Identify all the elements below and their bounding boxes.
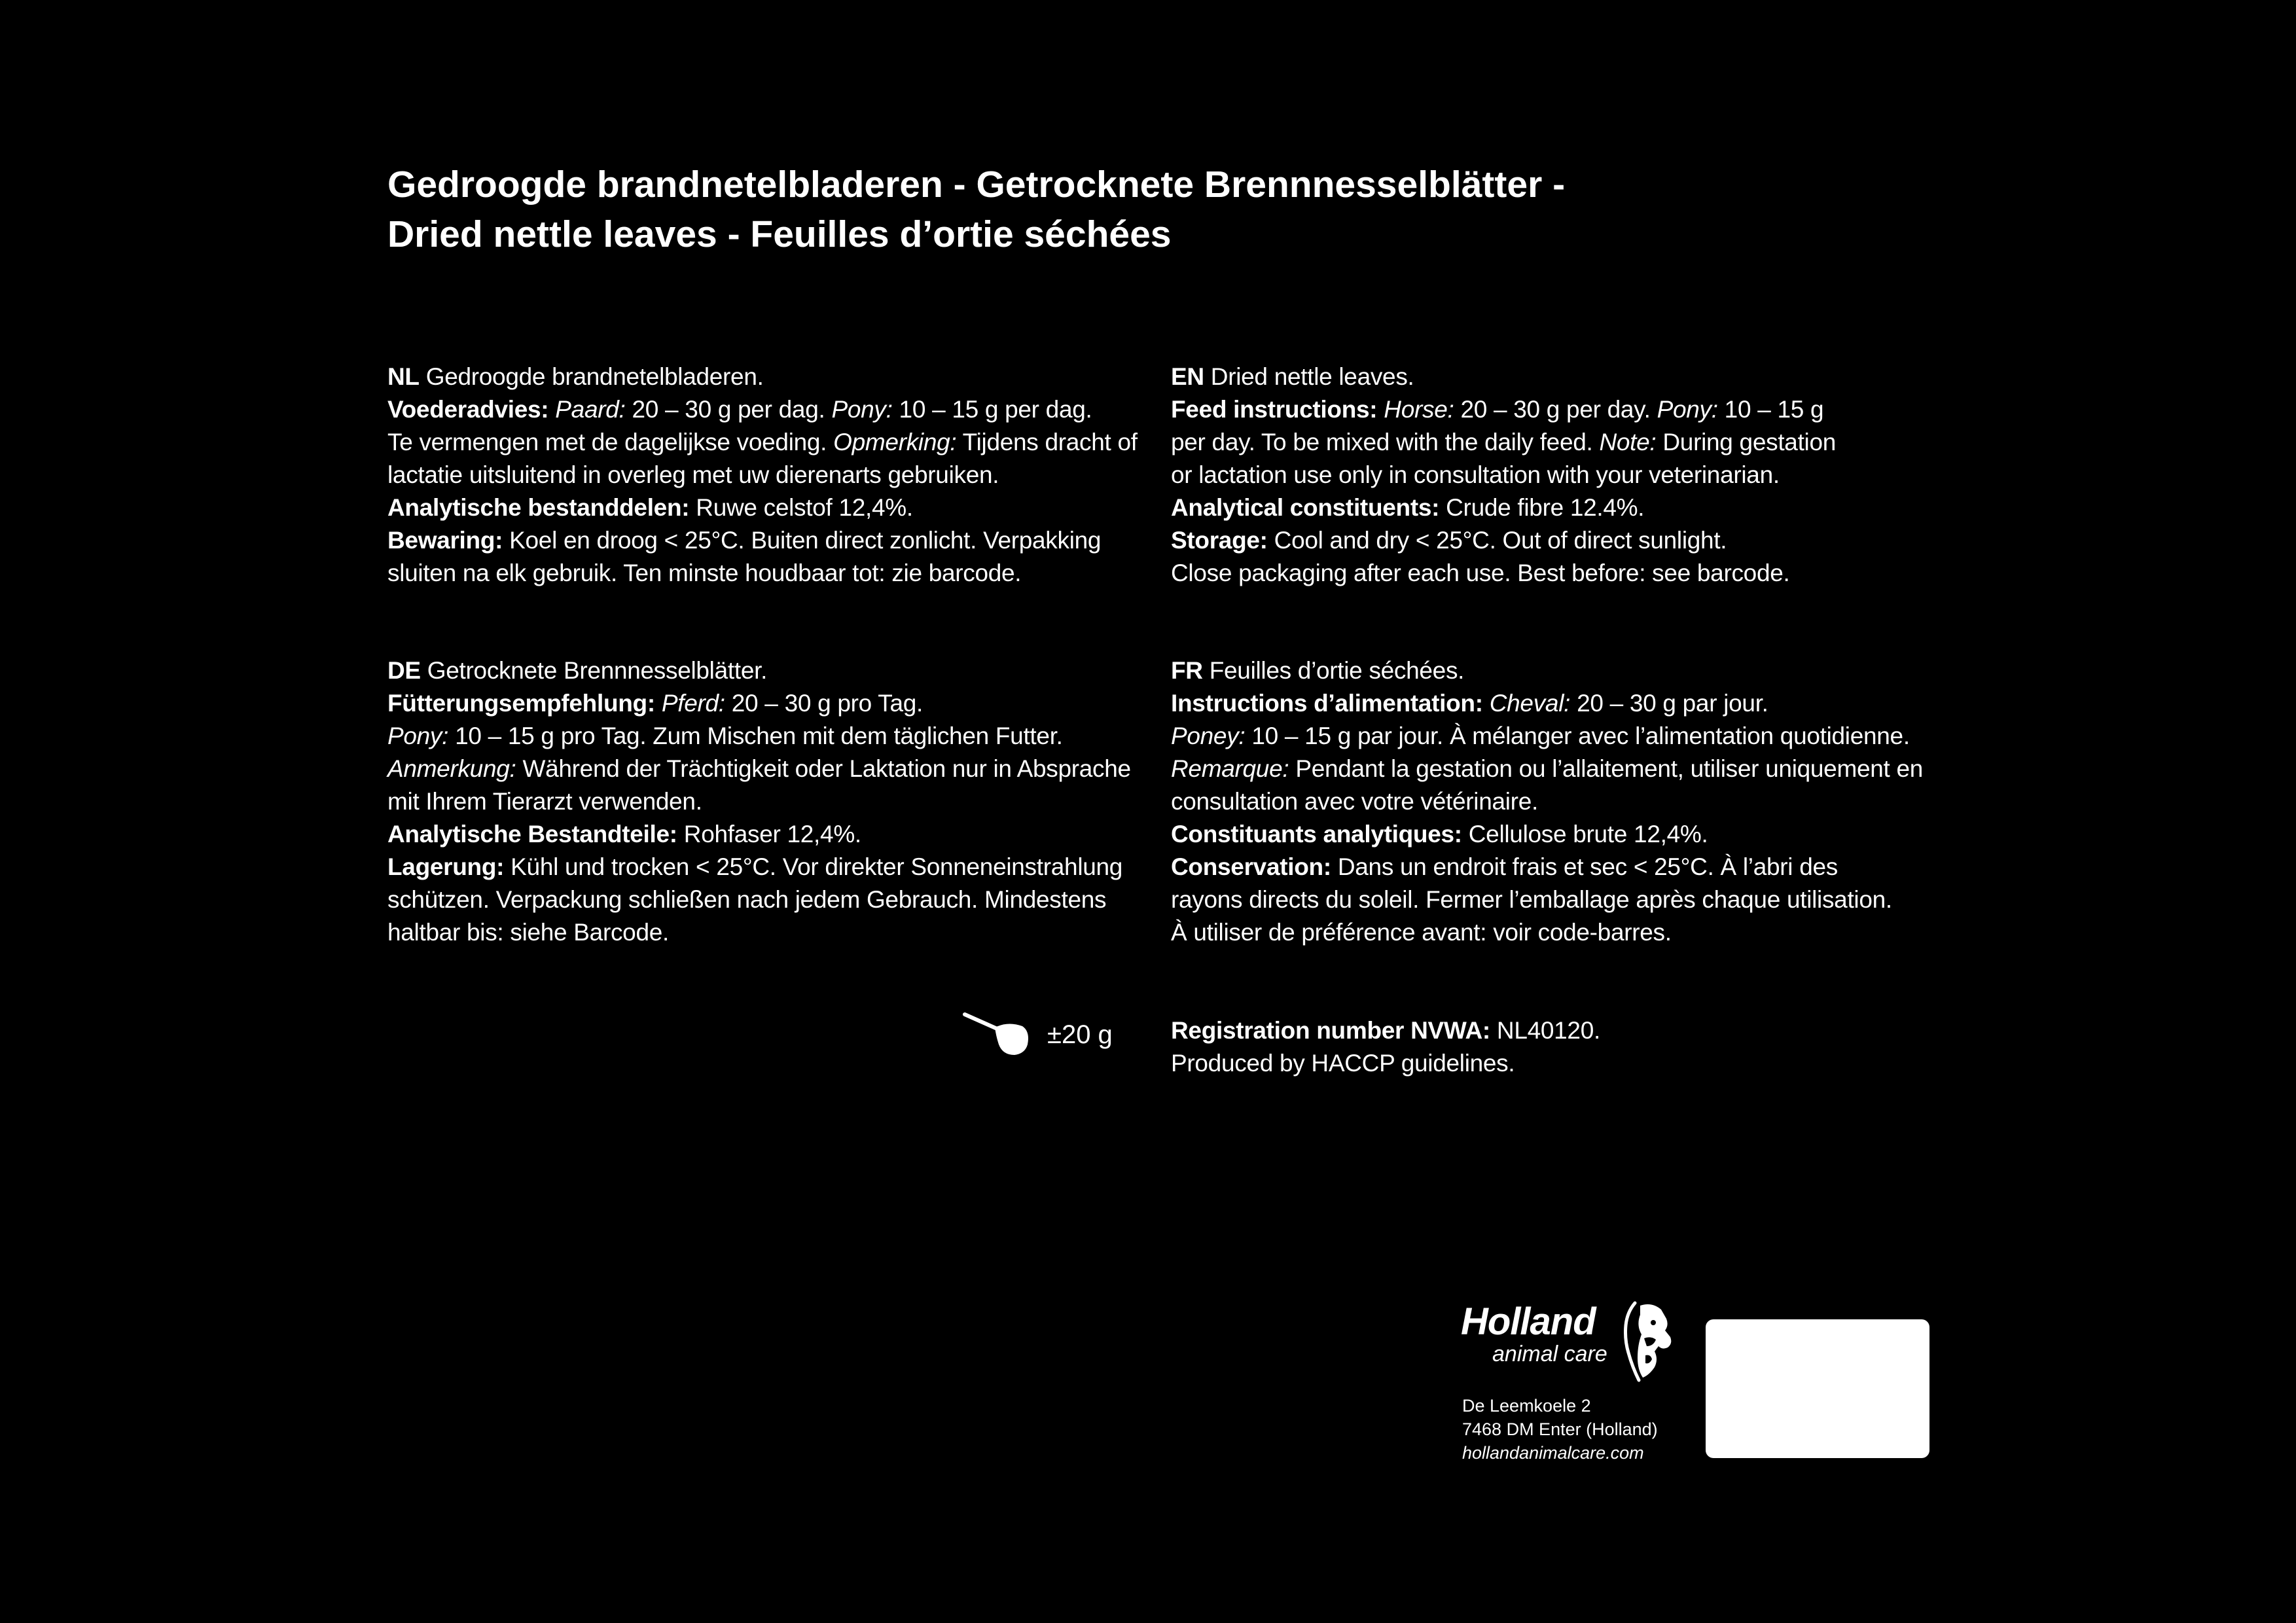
address-street: De Leemkoele 2 [1462,1396,1591,1416]
fr-storage-text-c: À utiliser de préférence avant: voir code-barres. [1171,919,1672,946]
de-note-text-a: Während der Trächtigkeit oder Laktation nur in Absprache [516,755,1131,782]
en-mix-text: per day. To be mixed with the daily feed. [1171,429,1600,455]
fr-analysis-value: Cellulose brute 12,4%. [1462,821,1708,847]
product-title [387,160,1827,259]
de-feed-label: Fütterungsempfehlung: [387,690,655,717]
registration-value: NL40120. [1490,1017,1600,1044]
fr-storage-text-a: Dans un endroit frais et sec < 25°C. À l’abri des [1331,853,1838,880]
en-section [1171,361,1930,590]
website-link[interactable]: hollandanimalcare.com [1462,1443,1644,1463]
nl-note-text-b: lactatie uitsluitend in overleg met uw dierenarts gebruiken. [387,461,999,488]
nl-analysis-value: Ruwe celstof 12,4%. [689,494,913,521]
brand-sub: animal care [1492,1342,1607,1366]
brand-logo [1461,1299,1677,1384]
address-city: 7468 DM Enter (Holland) [1462,1419,1658,1439]
fr-horse-label: Cheval: [1489,690,1571,717]
en-feed-label: Feed instructions: [1171,396,1378,423]
de-storage-text-a: Kühl und trocken < 25°C. Vor direkter Sonneneinstrahlung [504,853,1123,880]
fr-product-name: Feuilles d’ortie séchées. [1202,657,1465,684]
nl-section [387,361,1147,590]
en-storage-label: Storage: [1171,527,1268,554]
de-analysis-label: Analytische Bestandteile: [387,821,677,847]
de-analysis-value: Rohfaser 12,4%. [677,821,861,847]
nl-horse-value: 20 – 30 g per dag. [625,396,832,423]
en-horse-value: 20 – 30 g per day. [1454,396,1657,423]
de-code: DE [387,657,421,684]
fr-code: FR [1171,657,1203,684]
en-horse-label: Horse: [1384,396,1454,423]
en-storage-text-a: Cool and dry < 25°C. Out of direct sunlight. [1267,527,1727,554]
de-pony-label: Pony: [387,722,449,749]
de-storage-label: Lagerung: [387,853,505,880]
company-address [1462,1394,1658,1465]
de-storage-text-c: haltbar bis: siehe Barcode. [387,919,669,946]
en-analysis-label: Analytical constituents: [1171,494,1440,521]
nl-note-label: Opmerking: [833,429,957,455]
horse-cat-dog-logo-icon [1615,1299,1677,1384]
scoop-icon [962,1008,1041,1060]
de-pony-value: 10 – 15 g pro Tag. Zum Mischen mit dem täglichen Futter. [448,722,1063,749]
de-horse-label: Pferd: [661,690,725,717]
nl-horse-label: Paard: [555,396,626,423]
en-product-name: Dried nettle leaves. [1204,363,1414,390]
en-note-text-b: or lactation use only in consultation with your veterinarian. [1171,461,1780,488]
en-note-text-a: During gestation [1656,429,1837,455]
nl-storage-text-a: Koel en droog < 25°C. Buiten direct zonlicht. Verpakking [503,527,1102,554]
brand-name: Holland [1461,1300,1596,1343]
dose-label: ±20 g [1047,1020,1113,1049]
fr-horse-value: 20 – 30 g par jour. [1570,690,1768,717]
fr-section [1171,654,1930,949]
en-note-label: Note: [1599,429,1657,455]
de-note-label: Anmerkung: [387,755,516,782]
nl-code: NL [387,363,420,390]
title-line-1: Gedroogde brandnetelbladeren - Getrocknete Brennnesselblätter - [387,164,1566,205]
nl-pony-value: 10 – 15 g per dag. [892,396,1092,423]
fr-note-label: Remarque: [1171,755,1289,782]
en-code: EN [1171,363,1204,390]
de-product-name: Getrocknete Brennnesselblätter. [420,657,768,684]
en-analysis-value: Crude fibre 12.4%. [1439,494,1645,521]
fr-analysis-label: Constituants analytiques: [1171,821,1462,847]
nl-mix-text: Te vermengen met de dagelijkse voeding. [387,429,834,455]
nl-note-text-a: Tijdens dracht of [956,429,1138,455]
title-line-2: Dried nettle leaves - Feuilles d’ortie séchées [387,213,1172,255]
en-pony-label: Pony: [1657,396,1718,423]
de-storage-text-b: schützen. Verpackung schließen nach jedem Gebrauch. Mindestens [387,886,1107,913]
fr-feed-label: Instructions d’alimentation: [1171,690,1483,717]
registration-section [1171,1014,1930,1080]
haccp-text: Produced by HACCP guidelines. [1171,1050,1515,1077]
fr-pony-value: 10 – 15 g par jour. À mélanger avec l’alimentation quotidienne. [1245,722,1910,749]
de-note-text-b: mit Ihrem Tierarzt verwenden. [387,788,702,815]
fr-storage-text-b: rayons directs du soleil. Fermer l’emballage après chaque utilisation. [1171,886,1892,913]
de-horse-value: 20 – 30 g pro Tag. [725,690,923,717]
fr-pony-label: Poney: [1171,722,1246,749]
fr-note-text-a: Pendant la gestation ou l’allaitement, utiliser uniquement en [1289,755,1924,782]
nl-product-name: Gedroogde brandnetelbladeren. [419,363,764,390]
en-pony-value: 10 – 15 g [1717,396,1824,423]
registration-label: Registration number NVWA: [1171,1017,1490,1044]
barcode-area [1706,1319,1929,1458]
fr-note-text-b: consultation avec votre vétérinaire. [1171,788,1538,815]
nl-pony-label: Pony: [831,396,893,423]
en-storage-text-b: Close packaging after each use. Best before: see barcode. [1171,560,1790,586]
nl-storage-label: Bewaring: [387,527,503,554]
fr-storage-label: Conservation: [1171,853,1331,880]
nl-analysis-label: Analytische bestanddelen: [387,494,690,521]
nl-feed-label: Voederadvies: [387,396,549,423]
nl-storage-text-b: sluiten na elk gebruik. Ten minste houdbaar tot: zie barcode. [387,560,1022,586]
de-section [387,654,1147,949]
